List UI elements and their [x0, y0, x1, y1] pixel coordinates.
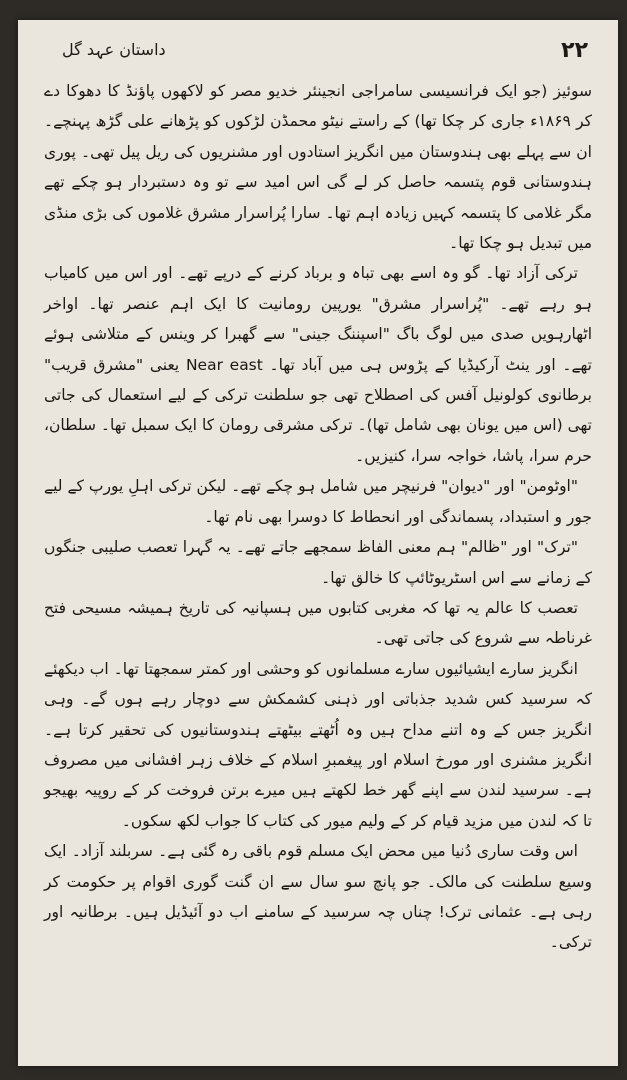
paragraph: انگریز سارے ایشیائیوں سارے مسلمانوں کو وحشی اور کمتر سمجھتا تھا۔ اب دیکھئے کہ سرسید کس شدید جذباتی اور ذہنی کشمکش سے دوچار رہے ہوں گے۔ وہی انگریز جس کے وہ اتنے مداح ہیں وہ اُٹھتے بیٹھتے ہندوستانیوں کی تحقیر کرتا ہے۔ انگریز مشنری اور مورخ اسلام اور پیغمبرِ اسلام کے خلاف زہر افشانی میں مصروف ہے۔ سرسید لندن سے اپنے گھر خط لکھتے ہیں میرے برتن فروخت کر کے روپیہ بھیجو تا کہ لندن میں مزید قیام کر کے ولیم میور کی کتاب کا جواب لکھ سکوں۔ [44, 659, 592, 830]
paragraph: اس وقت ساری دُنیا میں محض ایک مسلم قوم باقی رہ گئی ہے۔ سربلند آزاد۔ ایک وسیع سلطنت کی مالک۔ جو پانچ سو سال سے ان گنت گوری اقوام پر حکومت کر رہی ہے۔ عثمانی ترک! چناں چہ سرسید کے سامنے اب دو آئیڈیل ہیں۔ برطانیہ اور ترکی۔ [44, 842, 592, 952]
page-body [44, 76, 592, 1026]
paragraph: ترکی آزاد تھا۔ گو وہ اسے بھی تباہ و برباد کرنے کے درپے تھے۔ اور اس میں کامیاب ہو رہے تھے۔ "پُراسرار مشرق" یورپین رومانیت کا ایک اہم عنصر تھا۔ اواخر اٹھارہویں صدی میں لوگ باگ "اسپننگ جینی" سے گھبرا کر وینس کے متلاشی ہوئے تھے۔ اور ینٹ آرکیڈیا کے پڑوس ہی میں آباد تھا۔ Near east یعنی "مشرق قریب" برطانوی کولونیل آفس کی اصطلاح تھی جو سلطنت ترکی کے لیے استعمال کی جاتی تھی (اس میں یونان بھی شامل تھا)۔ ترکی مشرقی رومان کا ایک سمبل تھا۔ سلطان، حرم سرا، پاشا، خواجہ سرا، کنیزیں۔ [44, 264, 592, 465]
page-header [48, 38, 588, 68]
paragraph: تعصب کا عالم یہ تھا کہ مغربی کتابوں میں ہسپانیہ کی تاریخ ہمیشہ مسیحی فتح غرناطہ سے شروع کی جاتی تھی۔ [44, 598, 592, 648]
book-page [18, 20, 618, 1066]
paragraph: "اوٹومن" اور "دیوان" فرنیچر میں شامل ہو چکے تھے۔ لیکن ترکی اہلِ یورپ کے لیے جور و استبداد، پسماندگی اور انحطاط کا دوسرا بھی نام تھا۔ [44, 477, 592, 526]
page-number: ۲۲ [561, 38, 588, 63]
paragraph: سوئیز (جو ایک فرانسیسی سامراجی انجینئر خدیو مصر کو لاکھوں پاؤنڈ کا دھوکا دے کر ۱۸۶۹ء جاری کر چکا تھا) کے راستے نیٹو محمڈن لڑکوں کو پڑھانے علی گڑھ پہنچے۔ ان سے پہلے بھی ہندوستان میں انگریز استادوں اور مشنریوں کی ریل پیل تھی۔ پوری ہندوستانی قوم پتسمہ حاصل کر لے گی اس امید سے تو وہ دستبردار ہو چکے تھے مگر غلامی کا پتسمہ کہیں زیادہ اہم تھا۔ سارا پُراسرار مشرق غلاموں کی بڑی منڈی میں تبدیل ہو چکا تھا۔ [44, 82, 593, 253]
running-title: داستان عہد گل [62, 40, 166, 59]
paragraph: "ترک" اور "ظالم" ہم معنی الفاظ سمجھے جاتے تھے۔ یہ گہرا تعصب صلیبی جنگوں کے زمانے سے اس اسٹریوٹائپ کا خالق تھا۔ [44, 538, 592, 587]
